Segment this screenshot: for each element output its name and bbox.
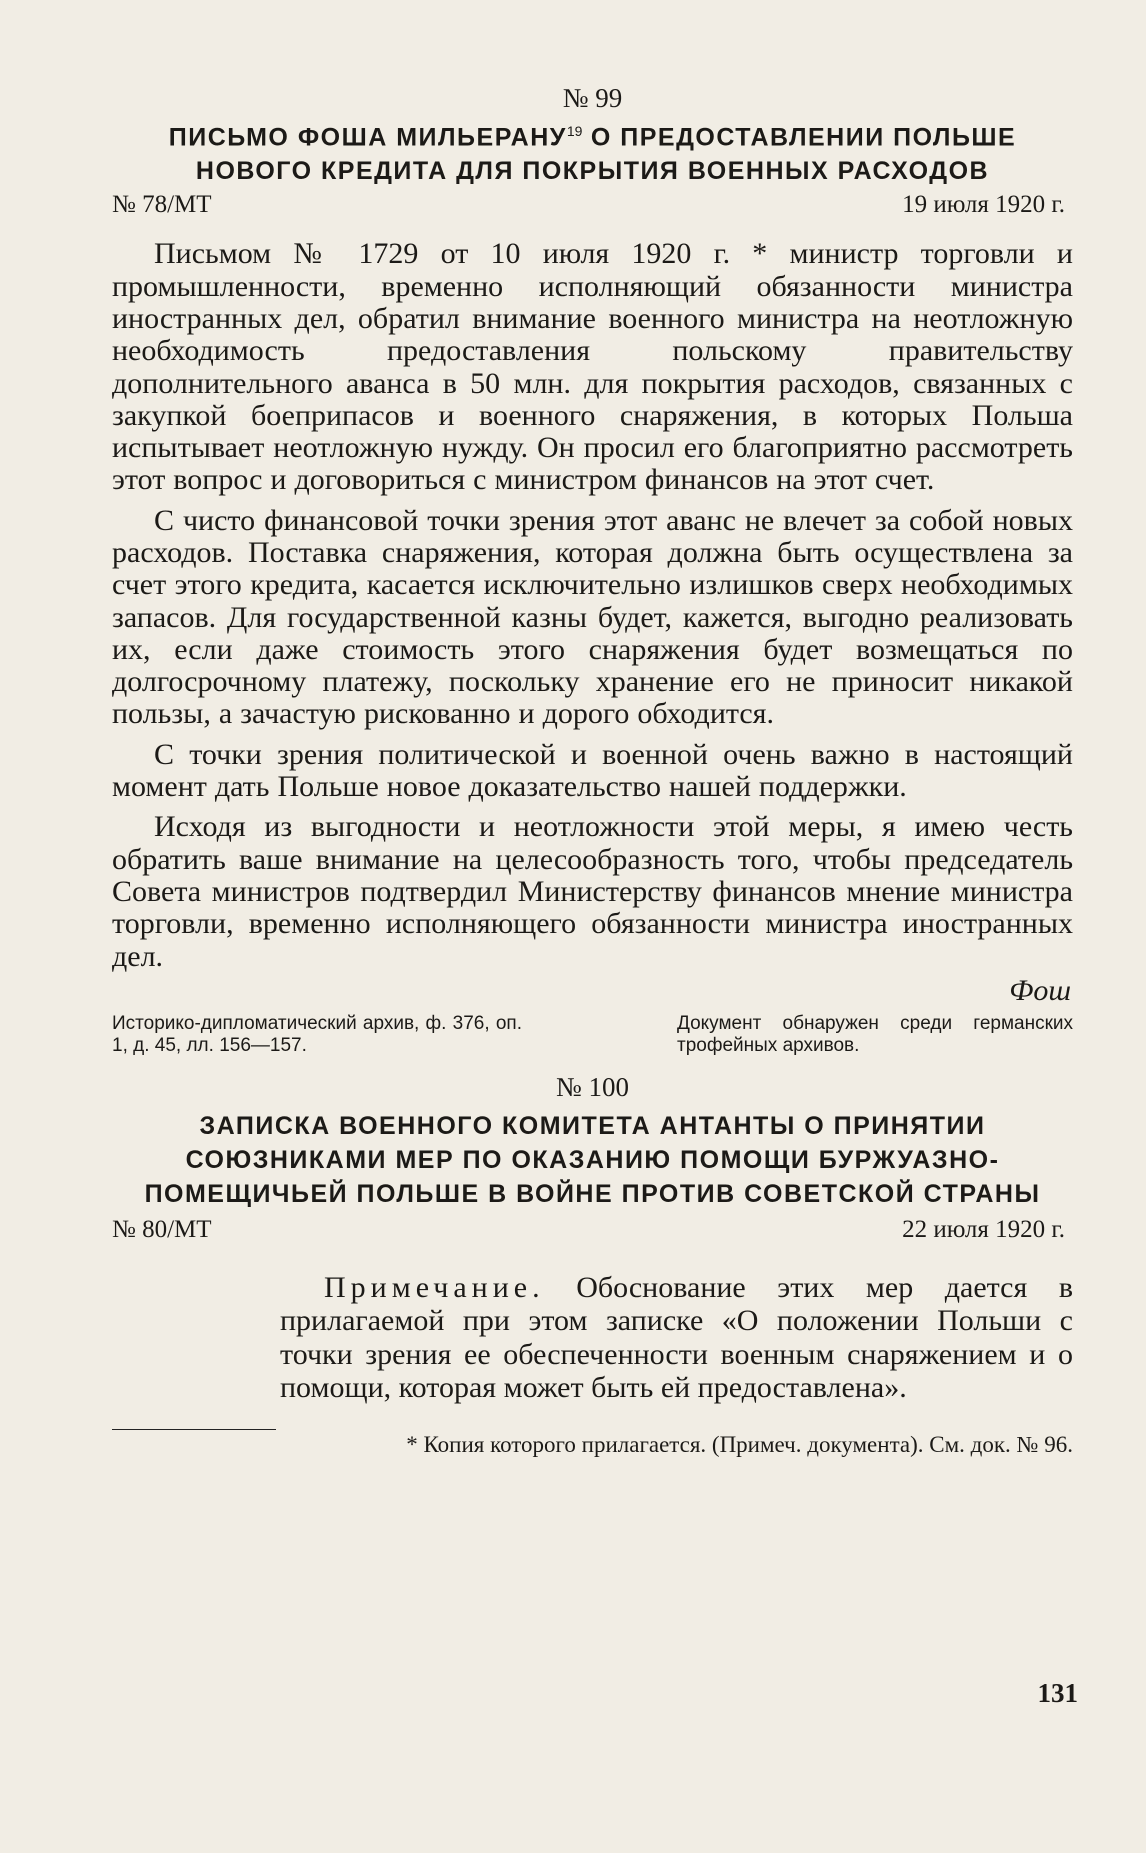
- doc99-meta: [112, 190, 1073, 220]
- signature: Фош: [1009, 973, 1071, 1007]
- doc99-body: [112, 238, 1073, 973]
- footnote-marker-19: 19: [566, 123, 583, 139]
- title-99-line1-end: О ПРЕДОСТАВЛЕНИИ ПОЛЬШЕ: [590, 123, 1017, 152]
- note-text: Обоснование этих мер дается в прилагаемой при этом записке «О положении Польши с точки зрения ее обеспеченности военным снаряжением и о помощи, которая может быть ей предоставлена».: [280, 1270, 1074, 1405]
- document-title-99: [118, 114, 1067, 188]
- archive-source: Историко-дипломатический архив, ф. 376, оп. 1, д. 45, лл. 156—157.: [112, 1012, 522, 1056]
- doc99-paragraph-2: С чисто финансовой точки зрения этот аванс не влечет за собой новых расходов. Поставка снаряжения, которая должна быть осуществлена за счет этого кредита, касается исключительно излишков сверх необходимых запасов. Для государственной казны будет, кажется, выгодно реализовать их, если даже стоимость этого снаряжения будет возмещаться по долгосрочному платежу, поскольку хранение его не приносит никакой пользы, а зачастую рискованно и дорого обходится.: [112, 503, 1073, 731]
- doc99-sources: [112, 1013, 1073, 1057]
- page-content: [112, 82, 1073, 1460]
- document-number-99: № 99: [562, 83, 623, 113]
- title-99-line2: НОВОГО КРЕДИТА ДЛЯ ПОКРЫТИЯ ВОЕННЫХ РАСХОДОВ: [195, 157, 990, 186]
- doc99-date: 19 июля 1920 г.: [902, 191, 1065, 219]
- doc99-paragraph-3: С точки зрения политической и военной очень важно в настоящий момент дать Польше новое доказательство нашей поддержки.: [112, 737, 1073, 804]
- page-number: 131: [1037, 1678, 1078, 1708]
- note-lead: Примечание.: [324, 1270, 545, 1304]
- doc99-paragraph-4: Исходя из выгодности и неотложности этой меры, я имею честь обратить ваше внимание на целесообразность того, чтобы председатель Совета министров подтвердил Министерству финансов мнение министра торговли, временно исполняющего обязанности министра иностранных дел.: [112, 810, 1073, 973]
- title-100-line3: ПОМЕЩИЧЬЕЙ ПОЛЬШЕ В ВОЙНЕ ПРОТИВ СОВЕТСКОЙ СТРАНЫ: [144, 1179, 1041, 1208]
- doc99-ref: № 78/МТ: [112, 191, 212, 219]
- doc100-note: [280, 1271, 1073, 1405]
- title-100-line1: ЗАПИСКА ВОЕННОГО КОМИТЕТА АНТАНТЫ О ПРИНЯТИИ: [199, 1111, 986, 1140]
- footnote: * Копия которого прилагается. (Примеч. документа). См. док. № 96.: [406, 1431, 1073, 1457]
- archive-note: Документ обнаружен среди германских трофейных архивов.: [677, 1012, 1073, 1056]
- doc100-meta: [112, 1215, 1073, 1245]
- doc100-date: 22 июля 1920 г.: [902, 1215, 1065, 1243]
- title-100-line2: СОЮЗНИКАМИ МЕР ПО ОКАЗАНИЮ ПОМОЩИ БУРЖУАЗНО-: [185, 1145, 1000, 1174]
- doc100-ref: № 80/МТ: [112, 1215, 212, 1243]
- document-number-100: № 100: [555, 1071, 629, 1102]
- document-title-100: [118, 1109, 1067, 1211]
- doc99-paragraph-1: Письмом № 1729 от 10 июля 1920 г. * министр торговли и промышленности, временно исполняющий обязанности министра иностранных дел, обратил внимание военного министра на неотложную необходимость предоставления польскому правительству дополнительного аванса в 50 млн. для покрытия расходов, связанных с закупкой боеприпасов и военного снаряжения, в которых Польша испытывает неотложную нужду. Он просил его благоприятно рассмотреть этот вопрос и договориться с министром финансов на этот счет.: [112, 237, 1073, 497]
- title-99-line1-start: ПИСЬМО ФОША МИЛЬЕРАНУ: [168, 123, 567, 152]
